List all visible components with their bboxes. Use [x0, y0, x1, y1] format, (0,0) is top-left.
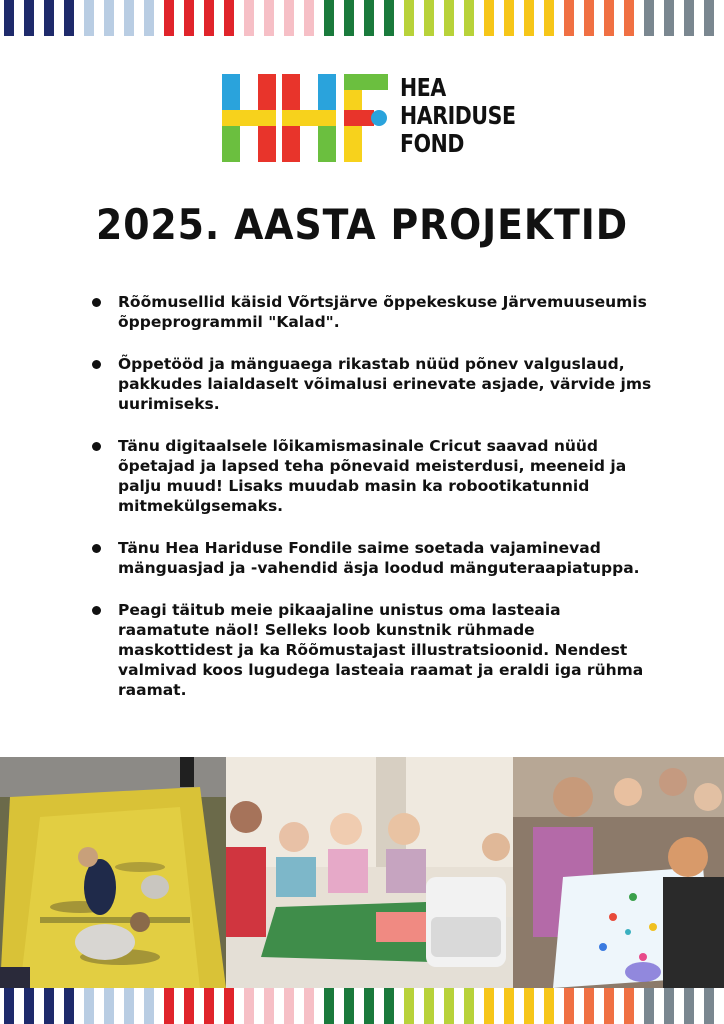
- stripe: [404, 988, 414, 1024]
- stripe: [324, 0, 334, 36]
- stripe: [364, 988, 374, 1024]
- stripe: [444, 988, 454, 1024]
- list-item: [92, 538, 652, 578]
- stripe: [704, 988, 714, 1024]
- logo-line-fond: FOND: [400, 129, 464, 158]
- stripe-pattern: [0, 988, 724, 1024]
- stripe: [424, 0, 434, 36]
- stripe: [124, 0, 134, 36]
- stripe: [404, 0, 414, 36]
- page-title: 2025. AASTA PROJEKTID: [96, 200, 628, 249]
- stripe-pattern: [0, 0, 724, 36]
- bullet-dot: [92, 606, 101, 615]
- stripe: [544, 0, 554, 36]
- list-item-text: Tänu digitaalsele lõikamismasinale Cricut saavad nüüd õpetajad ja lapsed teha põnevaid meisterdusi, meeneid ja palju muud! Lisaks muudab masin ka robootikatunnid mitmekülgsemaks.: [118, 437, 627, 515]
- stripe: [524, 0, 534, 36]
- stripe: [184, 988, 194, 1024]
- stripe: [4, 0, 14, 36]
- hea-hariduse-fond-logo: [222, 73, 516, 164]
- bullet-dot: [92, 360, 101, 369]
- stripe: [704, 0, 714, 36]
- stripe: [344, 988, 354, 1024]
- stripe: [304, 988, 314, 1024]
- list-item: [92, 600, 652, 700]
- photo-cutting-machine-image: [226, 757, 513, 988]
- list-item: [92, 292, 652, 332]
- stripe: [244, 988, 254, 1024]
- top-stripe-border: [0, 0, 724, 36]
- stripe: [144, 0, 154, 36]
- hhf-logo-mark: [222, 74, 388, 162]
- stripe: [564, 0, 574, 36]
- stripe: [544, 988, 554, 1024]
- stripe: [604, 988, 614, 1024]
- stripe: [224, 988, 234, 1024]
- stripe: [284, 0, 294, 36]
- stripe: [164, 0, 174, 36]
- stripe: [444, 0, 454, 36]
- stripe: [364, 0, 374, 36]
- stripe: [24, 988, 34, 1024]
- bullet-dot: [92, 442, 101, 451]
- photo-cutting-machine: [226, 757, 513, 988]
- stripe: [244, 0, 254, 36]
- stripe: [164, 988, 174, 1024]
- stripe: [324, 988, 334, 1024]
- stripe: [184, 0, 194, 36]
- stripe: [204, 0, 214, 36]
- bullet-dot: [92, 544, 101, 553]
- stripe: [264, 0, 274, 36]
- photo-strip: [0, 757, 724, 988]
- stripe: [464, 0, 474, 36]
- stripe: [484, 0, 494, 36]
- logo-line-hea: HEA: [400, 73, 446, 102]
- stripe: [4, 988, 14, 1024]
- stripe: [644, 0, 654, 36]
- stripe: [224, 0, 234, 36]
- stripe: [504, 0, 514, 36]
- stripe: [504, 988, 514, 1024]
- stripe: [644, 988, 654, 1024]
- photo-light-table: [513, 757, 724, 988]
- stripe: [344, 0, 354, 36]
- stripe: [144, 988, 154, 1024]
- bullet-dot: [92, 298, 101, 307]
- stripe: [564, 988, 574, 1024]
- stripe: [624, 0, 634, 36]
- stripe: [604, 0, 614, 36]
- stripe: [64, 988, 74, 1024]
- stripe: [384, 988, 394, 1024]
- stripe: [284, 988, 294, 1024]
- list-item-text: Peagi täitub meie pikaajaline unistus oma lasteaia raamatute näol! Selleks loob kunstnik rühmade maskottidest ja ka Rõõmustajast illustratsioonid. Nendest valmivad koos lugudega lasteaia raamat ja eraldi iga rühma raamat.: [118, 601, 644, 699]
- stripe: [684, 988, 694, 1024]
- project-list: [92, 292, 652, 722]
- stripe: [664, 988, 674, 1024]
- stripe: [84, 0, 94, 36]
- stripe: [664, 0, 674, 36]
- stripe: [104, 0, 114, 36]
- list-item-text: Rõõmusellid käisid Võrtsjärve õppekeskuse Järvemuuseumis õppeprogrammil "Kalad".: [118, 293, 647, 331]
- stripe: [304, 0, 314, 36]
- stripe: [204, 988, 214, 1024]
- stripe: [124, 988, 134, 1024]
- stripe: [464, 988, 474, 1024]
- stripe: [484, 988, 494, 1024]
- logo-line-hariduse: HARIDUSE: [400, 101, 516, 130]
- stripe: [384, 0, 394, 36]
- list-item-text: Õppetööd ja mänguaega rikastab nüüd põnev valguslaud, pakkudes laialdaselt võimalusi erinevate asjade, värvide jms uurimiseks.: [118, 355, 652, 413]
- logo-wordmark: [400, 74, 516, 158]
- list-item: [92, 354, 652, 414]
- stripe: [44, 988, 54, 1024]
- photo-light-table-image: [513, 757, 724, 988]
- list-item: [92, 436, 652, 516]
- stripe: [84, 988, 94, 1024]
- stripe: [684, 0, 694, 36]
- photo-fish-floor: [0, 757, 226, 988]
- stripe: [584, 0, 594, 36]
- stripe: [584, 988, 594, 1024]
- stripe: [624, 988, 634, 1024]
- photo-fish-floor-image: [0, 757, 226, 988]
- stripe: [44, 0, 54, 36]
- stripe: [104, 988, 114, 1024]
- bottom-stripe-border: [0, 988, 724, 1024]
- stripe: [24, 0, 34, 36]
- stripe: [524, 988, 534, 1024]
- stripe: [264, 988, 274, 1024]
- stripe: [64, 0, 74, 36]
- list-item-text: Tänu Hea Hariduse Fondile saime soetada vajaminevad mänguasjad ja -vahendid äsja loodud mänguteraapiatuppa.: [118, 539, 640, 577]
- stripe: [424, 988, 434, 1024]
